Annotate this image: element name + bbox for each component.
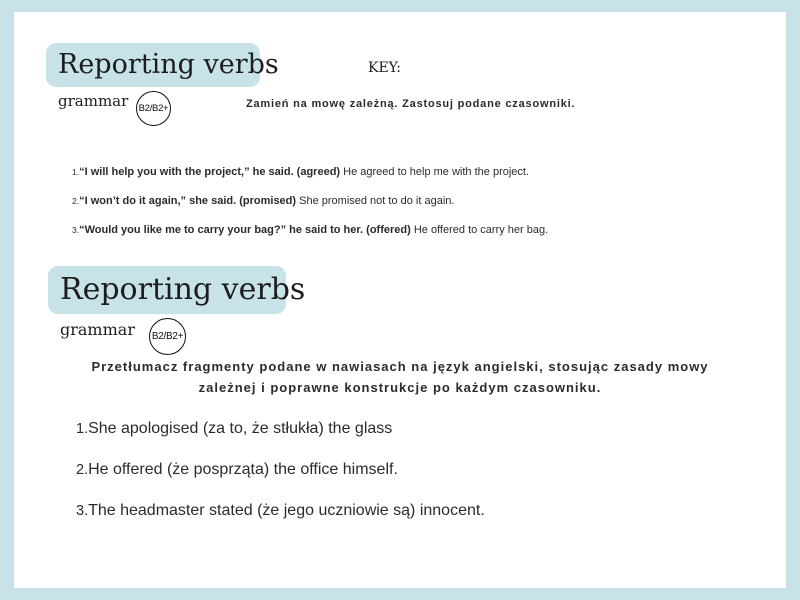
key-label: KEY:: [368, 60, 401, 76]
exercise-section-title: Reporting verbs: [48, 266, 286, 314]
exercise-item: [76, 420, 485, 461]
key-item-number: 1.: [72, 167, 80, 177]
exercise-item-number: 3.: [76, 503, 89, 519]
key-answer-list: [72, 166, 548, 253]
key-item-prompt: “I will help you with the project,” he said. (agreed): [79, 166, 341, 178]
exercise-item: [76, 461, 485, 502]
key-section-title: Reporting verbs: [46, 43, 260, 87]
key-item: [72, 224, 548, 253]
exercise-instruction: [54, 356, 746, 398]
exercise-list: [76, 420, 485, 543]
key-section-subtitle: grammar: [58, 92, 129, 110]
key-item-answer: He agreed to help me with the project.: [343, 166, 530, 178]
exercise-section-subtitle: grammar: [60, 320, 135, 339]
exercise-instruction-line: zależnej i poprawne konstrukcje po każdym czasowniku.: [198, 380, 602, 395]
key-item-number: 2.: [72, 196, 80, 206]
exercise-instruction-line: Przetłumacz fragmenty podane w nawiasach na język angielski, stosując zasady mowy: [91, 359, 709, 374]
key-item: [72, 195, 548, 224]
key-item-answer: He offered to carry her bag.: [413, 224, 549, 236]
exercise-item-text: The headmaster stated (że jego uczniowie są) innocent.: [88, 502, 485, 519]
exercise-item-number: 2.: [76, 462, 89, 478]
key-item-number: 3.: [72, 225, 80, 235]
exercise-item-text: She apologised (za to, że stłukła) the glass: [88, 420, 393, 437]
key-item-answer: She promised not to do it again.: [299, 195, 455, 207]
worksheet-page: [14, 12, 786, 588]
exercise-item-text: He offered (że posprząta) the office himself.: [88, 461, 398, 478]
key-item: [72, 166, 548, 195]
key-instruction: Zamień na mowę zależną. Zastosuj podane czasowniki.: [246, 98, 576, 110]
key-item-prompt: “Would you like me to carry your bag?” he said to her. (offered): [79, 224, 411, 236]
key-item-prompt: “I won’t do it again,” she said. (promised): [79, 195, 297, 207]
key-level-badge: B2/B2+: [136, 91, 171, 126]
exercise-item: [76, 502, 485, 543]
exercise-item-number: 1.: [76, 421, 89, 437]
exercise-level-badge: B2/B2+: [149, 318, 186, 355]
